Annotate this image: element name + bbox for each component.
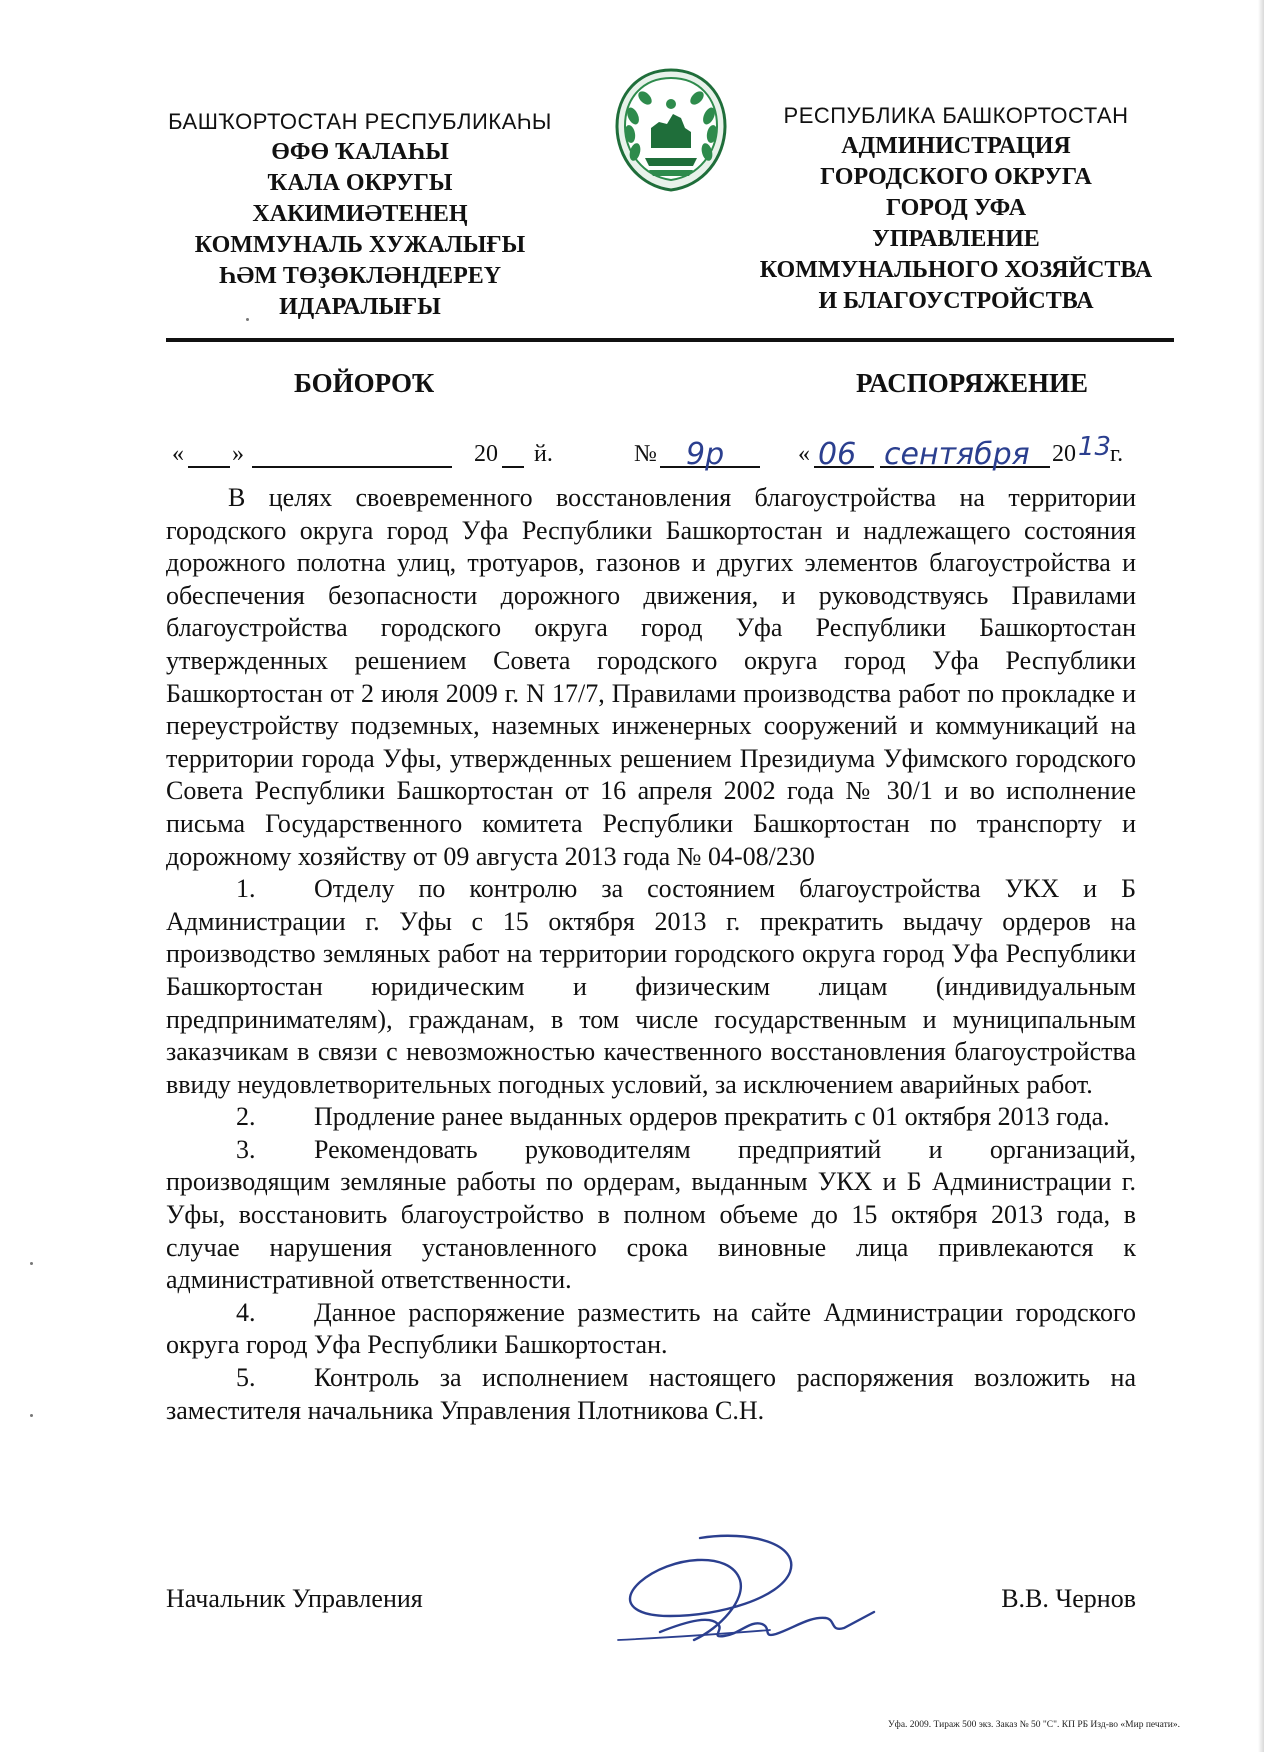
doc-type-russian: РАСПОРЯЖЕНИЕ (856, 368, 1089, 398)
order-body (166, 482, 1136, 1427)
order-item (166, 1101, 1136, 1134)
doc-type-bashkir: БОЙОРОҠ (294, 368, 435, 398)
header-left-line: ҠАЛА ОКРУГЫ (267, 170, 453, 196)
scan-speck (30, 1262, 33, 1265)
header-right-line: АДМИНИСТРАЦИЯ (841, 133, 1071, 159)
right-year-suffix: г. (1110, 441, 1124, 467)
item-text: Продление ранее выданных ордеров прекратить с 01 октября 2013 года. (314, 1102, 1110, 1132)
item-number: 2. (236, 1102, 256, 1132)
number-handwritten: 9р (686, 437, 725, 472)
header-left-bashkir (160, 106, 560, 323)
item-text: Отделу по контролю за состоянием благоустройства УКХ и Б Администрации г. Уфы с 15 октября 2013 г. прекратить выдачу ордеров на производство земляных работ на территории городского округа город Уфа Республики Башкортостан юридическим и физическим лицам (индивидуальным предпринимателям), гражданам, в том числе государственным и муниципальным заказчикам в связи с невозможностью качественного восстановления благоустройства ввиду неудовлетворительных погодных условий, за исключением аварийных работ. (166, 874, 1136, 1099)
header-right-line: КОММУНАЛЬНОГО ХОЗЯЙСТВА (759, 257, 1153, 283)
left-day-blank (188, 466, 230, 468)
header-right-country: РЕСПУБЛИКА БАШКОРТОСТАН (783, 103, 1129, 128)
header-left-line: ҺӘМ ТӨҘӨКЛӘНДЕРЕҮ (218, 263, 502, 289)
order-item (166, 1134, 1136, 1297)
item-number: 1. (236, 874, 256, 904)
number-label: № (634, 441, 657, 467)
left-year-prefix: 20 (474, 441, 498, 467)
header-left-country: БАШҠОРТОСТАН РЕСПУБЛИКАҺЫ (168, 109, 552, 134)
header-left-line: ИДАРАЛЫҒЫ (279, 294, 441, 320)
item-text: Рекомендовать руководителям предприятий и организаций, производящим земляные работы по ордерам, выданным УКХ и Б Администрации г. Уфы, восстановить благоустройство в полном объеме до 15 октября 2013 года, в случае нарушения установленного срока виновные лица привлекаются к административной ответственности. (166, 1134, 1136, 1295)
header-right-line: УПРАВЛЕНИЕ (872, 226, 1040, 252)
header-left-line: ӨФӨ ҠАЛАҺЫ (271, 139, 449, 165)
bashkortostan-emblem-icon (611, 66, 731, 194)
signatory-title: Начальник Управления (166, 1584, 423, 1613)
item-number: 3. (236, 1134, 256, 1164)
month-handwritten: сентября (884, 437, 1030, 472)
item-text: Данное распоряжение разместить на сайте Администрации городского округа город Уфа Республики Башкортостан. (166, 1297, 1136, 1360)
signatory-name: В.В. Чернов (1001, 1584, 1136, 1613)
left-year-blank (502, 466, 524, 468)
header-left-line: КОММУНАЛЬ ХУЖАЛЫҒЫ (194, 232, 526, 258)
left-year-suffix: й. (534, 441, 553, 467)
order-item (166, 1297, 1136, 1362)
intro-paragraph: В целях своевременного восстановления благоустройства на территории городского округа город Уфа Республики Башкортостан и надлежащего состояния дорожного полотна улиц, тротуаров, газонов и других элементов благоустройства и обеспечения безопасности дорожного движения, и руководствуясь Правилами благоустройства городского округа город Уфа Республики Башкортостан утвержденных решением Совета городского округа город Уфа Республики Башкортостан от 2 июля 2009 г. N 17/7, Правилами производства работ по прокладке и переустройству подземных, наземных инженерных сооружений и коммуникаций на территории города Уфы, утвержденных решением Президиума Уфимского городского Совета Республики Башкортостан от 16 апреля 2002 года № 30/1 и во исполнение письма Государственного комитета Республики Башкортостан по транспорту и дорожному хозяйству от 09 августа 2013 года № 04-08/230 (166, 483, 1136, 871)
scan-edge-shadow (1258, 0, 1264, 1752)
left-close-quote: » (232, 441, 244, 467)
order-item (166, 873, 1136, 1101)
scan-speck (30, 1414, 33, 1417)
day-handwritten: 06 (818, 437, 857, 472)
header-right-russian (736, 100, 1176, 317)
header-right-line: И БЛАГОУСТРОЙСТВА (818, 288, 1094, 314)
header-divider (166, 338, 1174, 342)
print-imprint: Уфа. 2009. Тираж 500 экз. Заказ № 50 "С". КП РБ Изд-во «Мир печати». (887, 1720, 1180, 1730)
item-number: 5. (236, 1363, 256, 1393)
item-number: 4. (236, 1297, 256, 1327)
header-right-line: ГОРОДСКОГО ОКРУГА (820, 164, 1092, 190)
header-left-line: ХАКИМИӘТЕНЕҢ (252, 201, 468, 227)
left-open-quote: « (172, 441, 184, 467)
right-year-prefix: 20 (1052, 441, 1076, 467)
year-handwritten: 13 (1078, 432, 1112, 462)
right-open-quote: « (798, 441, 810, 467)
order-item (166, 1362, 1136, 1427)
header-right-line: ГОРОД УФА (885, 195, 1027, 221)
left-month-blank (252, 466, 452, 468)
item-text: Контроль за исполнением настоящего распоряжения возложить на заместителя начальника Управления Плотникова С.Н. (166, 1363, 1136, 1425)
signature-row (166, 1584, 1136, 1624)
date-number-row (172, 428, 1182, 472)
